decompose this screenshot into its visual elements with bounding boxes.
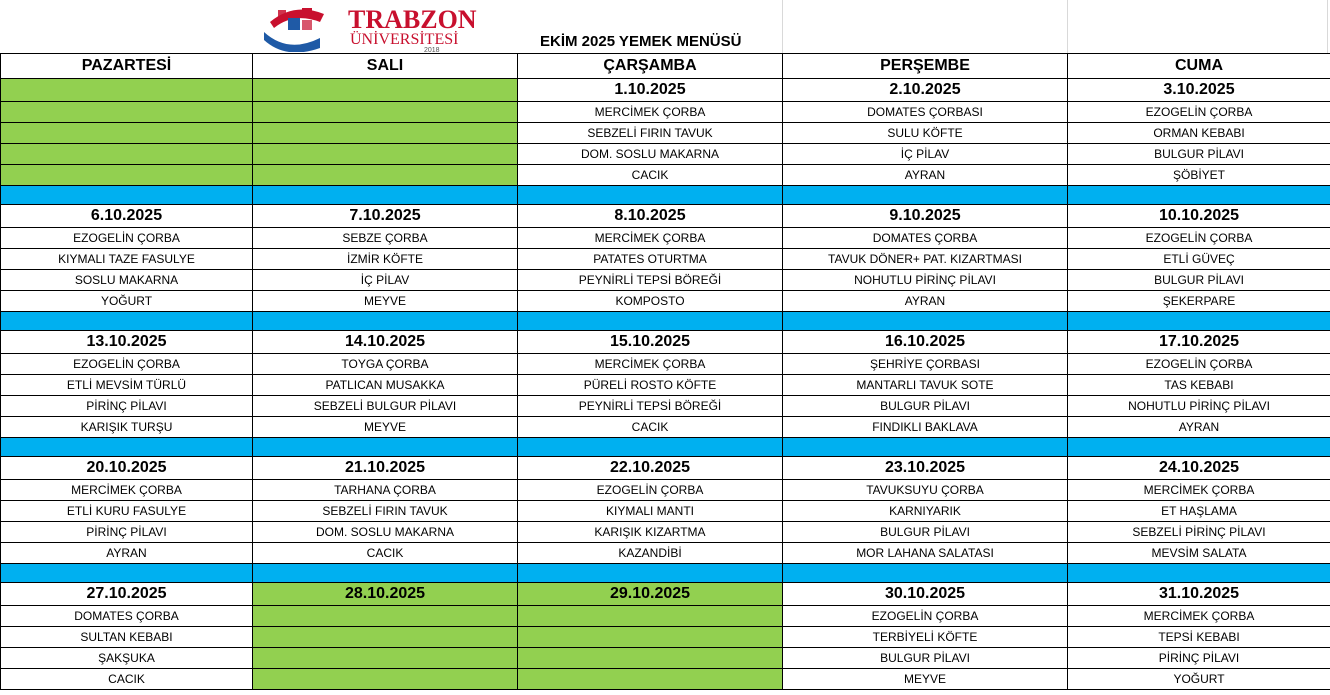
menu-item-row	[1, 375, 1330, 396]
menu-item: SEBZELİ BULGUR PİLAVI	[253, 396, 518, 417]
separator-cell	[1068, 438, 1330, 457]
menu-item: BULGUR PİLAVI	[783, 522, 1068, 543]
menu-item	[253, 123, 518, 144]
menu-item: ORMAN KEBABI	[1068, 123, 1330, 144]
date-cell: 8.10.2025	[518, 205, 783, 228]
menu-item: SULTAN KEBABI	[1, 627, 253, 648]
date-cell: 22.10.2025	[518, 457, 783, 480]
date-cell: 13.10.2025	[1, 331, 253, 354]
separator-cell	[783, 312, 1068, 331]
menu-item-row	[1, 144, 1330, 165]
menu-item: PEYNİRLİ TEPSİ BÖREĞİ	[518, 270, 783, 291]
menu-item: AYRAN	[783, 165, 1068, 186]
menu-item: MEYVE	[783, 669, 1068, 690]
separator-cell	[518, 564, 783, 583]
menu-item: YOĞURT	[1068, 669, 1330, 690]
menu-item: KIYMALI TAZE FASULYE	[1, 249, 253, 270]
separator-cell	[253, 186, 518, 205]
menu-item: KARIŞIK TURŞU	[1, 417, 253, 438]
date-cell: 27.10.2025	[1, 583, 253, 606]
menu-item-row	[1, 396, 1330, 417]
menu-item: SEBZELİ FIRIN TAVUK	[518, 123, 783, 144]
menu-item	[518, 627, 783, 648]
separator-cell	[1068, 186, 1330, 205]
separator-cell	[518, 438, 783, 457]
menu-item: ETLİ MEVSİM TÜRLÜ	[1, 375, 253, 396]
menu-item: ŞEHRİYE ÇORBASI	[783, 354, 1068, 375]
menu-item-row	[1, 543, 1330, 564]
menu-item-row	[1, 669, 1330, 690]
menu-item: PATATES OTURTMA	[518, 249, 783, 270]
date-cell: 20.10.2025	[1, 457, 253, 480]
date-cell: 29.10.2025	[518, 583, 783, 606]
menu-item: BULGUR PİLAVI	[1068, 144, 1330, 165]
separator-cell	[1, 564, 253, 583]
menu-item: İÇ PİLAV	[783, 144, 1068, 165]
menu-item: AYRAN	[1, 543, 253, 564]
date-cell: 7.10.2025	[253, 205, 518, 228]
header-gridline	[1067, 0, 1068, 53]
page-title: EKİM 2025 YEMEK MENÜSÜ	[540, 33, 742, 50]
date-cell	[1, 79, 253, 102]
menu-item-row	[1, 291, 1330, 312]
menu-item: EZOGELİN ÇORBA	[1068, 102, 1330, 123]
separator-cell	[253, 564, 518, 583]
logo-emblem-icon	[264, 8, 324, 52]
date-cell: 16.10.2025	[783, 331, 1068, 354]
menu-item: DOM. SOSLU MAKARNA	[253, 522, 518, 543]
menu-item	[253, 648, 518, 669]
menu-item: SOSLU MAKARNA	[1, 270, 253, 291]
weekday-header: ÇARŞAMBA	[518, 54, 783, 79]
menu-item-row	[1, 354, 1330, 375]
menu-item-row	[1, 606, 1330, 627]
menu-item-row	[1, 417, 1330, 438]
week-separator	[1, 564, 1330, 583]
menu-item: MERCİMEK ÇORBA	[1068, 480, 1330, 501]
menu-item: MERCİMEK ÇORBA	[518, 354, 783, 375]
menu-item: MANTARLI TAVUK SOTE	[783, 375, 1068, 396]
menu-item: PATLICAN MUSAKKA	[253, 375, 518, 396]
week-separator	[1, 312, 1330, 331]
date-cell: 17.10.2025	[1068, 331, 1330, 354]
separator-cell	[1068, 564, 1330, 583]
menu-table-body	[1, 54, 1330, 690]
menu-item: KAZANDİBİ	[518, 543, 783, 564]
menu-item: ETLİ GÜVEÇ	[1068, 249, 1330, 270]
menu-item: DOMATES ÇORBA	[783, 228, 1068, 249]
separator-cell	[518, 312, 783, 331]
weekday-header: CUMA	[1068, 54, 1330, 79]
date-cell: 1.10.2025	[518, 79, 783, 102]
menu-item: AYRAN	[1068, 417, 1330, 438]
logo-year: 2018	[424, 47, 440, 52]
separator-cell	[783, 438, 1068, 457]
menu-item: SULU KÖFTE	[783, 123, 1068, 144]
separator-cell	[1, 438, 253, 457]
separator-cell	[1, 186, 253, 205]
header-gridline	[782, 0, 783, 53]
date-cell: 31.10.2025	[1068, 583, 1330, 606]
menu-item	[1, 144, 253, 165]
menu-item-row	[1, 627, 1330, 648]
menu-item	[253, 669, 518, 690]
menu-item: MERCİMEK ÇORBA	[1068, 606, 1330, 627]
date-cell: 6.10.2025	[1, 205, 253, 228]
menu-item: PİRİNÇ PİLAVI	[1, 396, 253, 417]
menu-item	[253, 627, 518, 648]
menu-item: ŞAKŞUKA	[1, 648, 253, 669]
date-cell: 23.10.2025	[783, 457, 1068, 480]
week-separator	[1, 438, 1330, 457]
menu-item: MEYVE	[253, 291, 518, 312]
menu-item: EZOGELİN ÇORBA	[1, 354, 253, 375]
date-cell: 28.10.2025	[253, 583, 518, 606]
menu-item	[518, 648, 783, 669]
menu-item: PÜRELİ ROSTO KÖFTE	[518, 375, 783, 396]
menu-item: SEBZELİ PİRİNÇ PİLAVI	[1068, 522, 1330, 543]
menu-item	[253, 102, 518, 123]
menu-item-row	[1, 648, 1330, 669]
menu-item	[253, 144, 518, 165]
menu-item-row	[1, 123, 1330, 144]
date-cell: 21.10.2025	[253, 457, 518, 480]
menu-item: MERCİMEK ÇORBA	[518, 228, 783, 249]
menu-item: TAVUK DÖNER+ PAT. KIZARTMASI	[783, 249, 1068, 270]
date-cell: 15.10.2025	[518, 331, 783, 354]
menu-item: MERCİMEK ÇORBA	[518, 102, 783, 123]
menu-item	[253, 606, 518, 627]
menu-item: DOMATES ÇORBASI	[783, 102, 1068, 123]
weekday-header: PERŞEMBE	[783, 54, 1068, 79]
date-cell: 3.10.2025	[1068, 79, 1330, 102]
menu-item: KOMPOSTO	[518, 291, 783, 312]
menu-item: TAVUKSUYU ÇORBA	[783, 480, 1068, 501]
menu-item: BULGUR PİLAVI	[1068, 270, 1330, 291]
weekday-header-row	[1, 54, 1330, 79]
menu-item: DOMATES ÇORBA	[1, 606, 253, 627]
date-cell: 14.10.2025	[253, 331, 518, 354]
menu-item: ETLİ KURU FASULYE	[1, 501, 253, 522]
page-header	[0, 0, 1330, 54]
menu-item-row	[1, 228, 1330, 249]
logo-name: TRABZON	[348, 5, 477, 34]
menu-item: TEPSİ KEBABI	[1068, 627, 1330, 648]
university-logo	[258, 2, 516, 52]
menu-item: TAS KEBABI	[1068, 375, 1330, 396]
separator-cell	[1, 312, 253, 331]
date-cell: 30.10.2025	[783, 583, 1068, 606]
date-row	[1, 457, 1330, 480]
menu-item-row	[1, 249, 1330, 270]
menu-item: NOHUTLU PİRİNÇ PİLAVI	[1068, 396, 1330, 417]
menu-item: YOĞURT	[1, 291, 253, 312]
menu-item	[518, 606, 783, 627]
menu-item-row	[1, 501, 1330, 522]
menu-item-row	[1, 522, 1330, 543]
week-separator	[1, 186, 1330, 205]
date-cell: 24.10.2025	[1068, 457, 1330, 480]
date-cell: 2.10.2025	[783, 79, 1068, 102]
menu-item	[1, 165, 253, 186]
menu-item: ŞÖBİYET	[1068, 165, 1330, 186]
menu-item: MEVSİM SALATA	[1068, 543, 1330, 564]
weekday-header: SALI	[253, 54, 518, 79]
separator-cell	[253, 312, 518, 331]
weekday-header: PAZARTESİ	[1, 54, 253, 79]
menu-item-row	[1, 165, 1330, 186]
menu-item-row	[1, 480, 1330, 501]
menu-item: PEYNİRLİ TEPSİ BÖREĞİ	[518, 396, 783, 417]
logo-subtitle: ÜNİVERSİTESİ	[350, 31, 459, 48]
menu-item: EZOGELİN ÇORBA	[783, 606, 1068, 627]
menu-item: SEBZE ÇORBA	[253, 228, 518, 249]
menu-item: CACIK	[253, 543, 518, 564]
menu-item: İÇ PİLAV	[253, 270, 518, 291]
menu-item: KARNIYARIK	[783, 501, 1068, 522]
menu-item: EZOGELİN ÇORBA	[1068, 228, 1330, 249]
menu-item	[253, 165, 518, 186]
menu-item: MOR LAHANA SALATASI	[783, 543, 1068, 564]
menu-item: TOYGA ÇORBA	[253, 354, 518, 375]
date-row	[1, 79, 1330, 102]
menu-item: FINDIKLI BAKLAVA	[783, 417, 1068, 438]
menu-item: CACIK	[518, 165, 783, 186]
date-cell	[253, 79, 518, 102]
separator-cell	[1068, 312, 1330, 331]
menu-item: TERBİYELİ KÖFTE	[783, 627, 1068, 648]
menu-item: KIYMALI MANTI	[518, 501, 783, 522]
menu-item: DOM. SOSLU MAKARNA	[518, 144, 783, 165]
menu-item: İZMİR KÖFTE	[253, 249, 518, 270]
date-row	[1, 205, 1330, 228]
date-row	[1, 331, 1330, 354]
menu-item: MEYVE	[253, 417, 518, 438]
menu-item: CACIK	[1, 669, 253, 690]
separator-cell	[783, 186, 1068, 205]
separator-cell	[783, 564, 1068, 583]
menu-item: TARHANA ÇORBA	[253, 480, 518, 501]
menu-item: EZOGELİN ÇORBA	[1, 228, 253, 249]
menu-item	[518, 669, 783, 690]
menu-item: SEBZELİ FIRIN TAVUK	[253, 501, 518, 522]
menu-item-row	[1, 270, 1330, 291]
menu-item: EZOGELİN ÇORBA	[1068, 354, 1330, 375]
menu-item: PİRİNÇ PİLAVI	[1068, 648, 1330, 669]
menu-item: CACIK	[518, 417, 783, 438]
menu-item	[1, 102, 253, 123]
separator-cell	[253, 438, 518, 457]
menu-item: BULGUR PİLAVI	[783, 648, 1068, 669]
menu-item: MERCİMEK ÇORBA	[1, 480, 253, 501]
date-cell: 9.10.2025	[783, 205, 1068, 228]
menu-item: NOHUTLU PİRİNÇ PİLAVI	[783, 270, 1068, 291]
menu-item: EZOGELİN ÇORBA	[518, 480, 783, 501]
menu-table	[0, 53, 1330, 690]
menu-item: BULGUR PİLAVI	[783, 396, 1068, 417]
date-row	[1, 583, 1330, 606]
menu-item-row	[1, 102, 1330, 123]
menu-item: PİRİNÇ PİLAVI	[1, 522, 253, 543]
menu-item: KARIŞIK KIZARTMA	[518, 522, 783, 543]
menu-item: AYRAN	[783, 291, 1068, 312]
menu-item: ŞEKERPARE	[1068, 291, 1330, 312]
menu-item: ET HAŞLAMA	[1068, 501, 1330, 522]
separator-cell	[518, 186, 783, 205]
date-cell: 10.10.2025	[1068, 205, 1330, 228]
menu-item	[1, 123, 253, 144]
header-gridline	[1327, 0, 1328, 53]
